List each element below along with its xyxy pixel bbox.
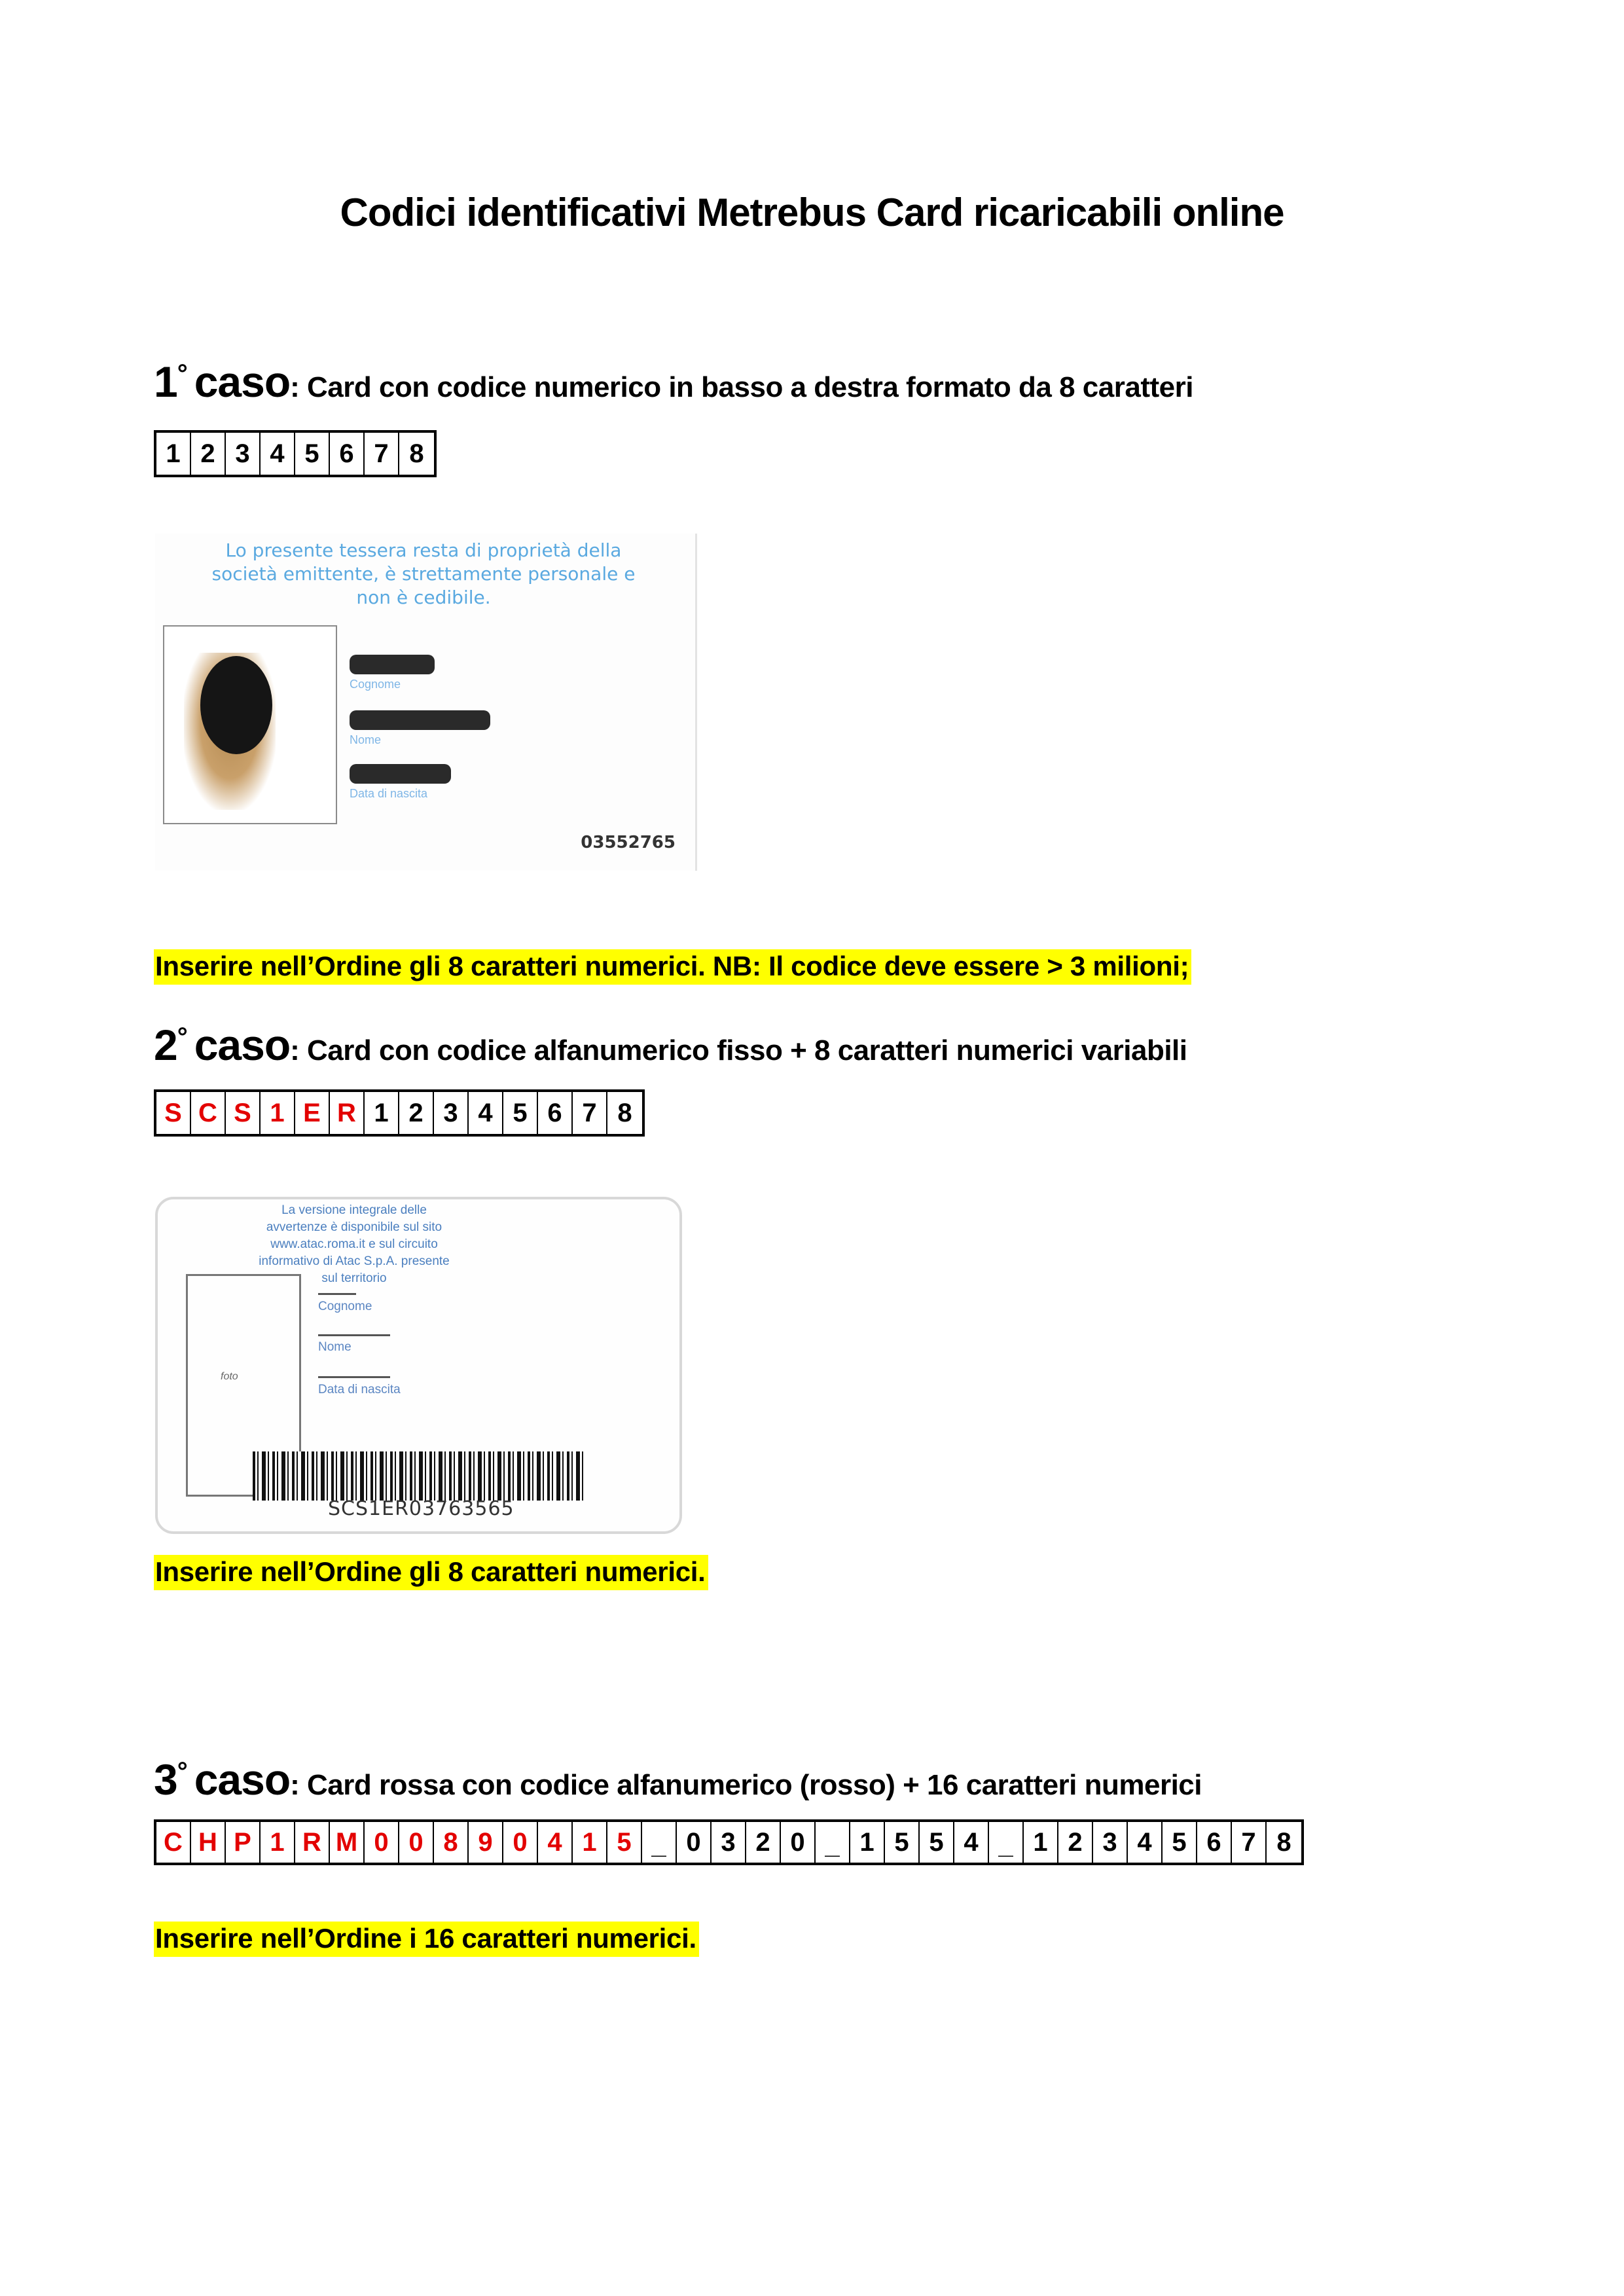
code-box: _ [989,1822,1024,1863]
case-3-number: 3 [154,1755,177,1804]
code-box: P [226,1822,261,1863]
case-1-code-boxes [154,430,437,477]
code-box: 3 [712,1822,746,1863]
card-2-barcode-text: SCS1ER03763565 [328,1497,514,1520]
case-1-description: : Card con codice numerico in basso a destra formato da 8 caratteri [290,371,1193,403]
card-2-label-surname: Cognome [318,1300,372,1313]
code-box: 2 [191,433,226,475]
code-box: 7 [573,1092,607,1134]
code-box: R [330,1092,365,1134]
code-box: H [191,1822,226,1863]
card-2-label-name: Nome [318,1340,352,1354]
case-1-label: caso [194,357,291,406]
code-box: 6 [330,433,365,475]
case-2-degree: ° [177,1023,188,1051]
code-box: 5 [503,1092,538,1134]
code-box: 8 [434,1822,469,1863]
code-box: 1 [261,1092,295,1134]
code-box: 3 [434,1092,469,1134]
code-box: 1 [156,433,191,475]
code-box: E [295,1092,330,1134]
case-1-heading [154,357,1193,407]
card-2-name-line [318,1334,390,1336]
code-box: S [226,1092,261,1134]
code-box: S [156,1092,191,1134]
case-3-heading [154,1755,1202,1804]
code-box: 2 [746,1822,781,1863]
card-1-name-redaction [350,710,490,730]
code-box: 3 [1093,1822,1128,1863]
case-3-degree: ° [177,1757,188,1786]
card-1-label-name: Nome [350,733,382,746]
code-box: 5 [885,1822,920,1863]
code-box: 6 [538,1092,573,1134]
code-box: 2 [1058,1822,1093,1863]
code-box: 4 [261,433,295,475]
case-1-number: 1 [154,357,177,406]
code-box: 1 [850,1822,885,1863]
card-2-barcode [253,1451,586,1501]
case-2-heading [154,1020,1187,1070]
code-box: 6 [1197,1822,1232,1863]
code-box: _ [642,1822,677,1863]
code-box: 4 [469,1092,503,1134]
case-2-label: caso [194,1021,291,1069]
code-box: 2 [399,1092,434,1134]
code-box: 8 [617,1098,632,1127]
case-2-description: : Card con codice alfanumerico fisso + 8 caratteri numerici variabili [290,1034,1187,1066]
case-3-instruction: Inserire nell’Ordine i 16 caratteri numerici. [154,1922,699,1957]
case-3-label: caso [194,1755,291,1804]
case-2-number: 2 [154,1021,177,1069]
card-1-image [155,534,697,871]
code-box: 1 [261,1822,295,1863]
card-2-image [155,1197,682,1534]
code-box: 5 [1163,1822,1197,1863]
card-1-label-birthdate: Data di nascita [350,787,428,800]
code-box: 0 [781,1822,816,1863]
case-1-instruction: Inserire nell’Ordine gli 8 caratteri numerici. NB: Il codice deve essere > 3 milioni; [154,949,1191,985]
code-box: 7 [365,433,399,475]
card-1-label-surname: Cognome [350,678,401,691]
card-1-code: 03552765 [581,833,676,852]
card-2-photo-label: foto [221,1371,238,1382]
card-2-birthdate-line [318,1376,390,1378]
case-1-degree: ° [177,359,188,388]
code-box: 8 [409,439,424,468]
document-title: Codici identificativi Metrebus Card ricaricabili online [340,191,1284,234]
code-box: 7 [1232,1822,1267,1863]
code-box: 4 [954,1822,989,1863]
code-box: 0 [503,1822,538,1863]
card-2-surname-line [318,1293,356,1295]
code-box: R [295,1822,330,1863]
case-3-code-boxes [154,1819,1304,1865]
code-box: 1 [1024,1822,1058,1863]
code-box: 1 [365,1092,399,1134]
card-2-notice: La versione integrale delle avvertenze è disponibile sul sito www.atac.roma.it e sul circuito informativo di Atac S.p.A. presente sul territorio [259,1203,450,1285]
card-1-birthdate-redaction [350,764,451,784]
code-box: M [330,1822,365,1863]
code-box: 4 [1128,1822,1163,1863]
case-2-code-boxes [154,1089,645,1137]
code-box: C [156,1822,191,1863]
code-box: 3 [226,433,261,475]
card-1-photo [163,625,337,824]
case-2-instruction: Inserire nell’Ordine gli 8 caratteri numerici. [154,1555,708,1590]
code-box: C [191,1092,226,1134]
card-1-photo-redaction [200,656,272,754]
card-2-label-birthdate: Data di nascita [318,1383,401,1396]
card-1-notice: Lo presente tessera resta di proprietà della società emittente, è strettamente personale e non è cedibile. [211,539,636,608]
code-box: 5 [607,1822,642,1863]
code-box: 0 [399,1822,434,1863]
code-box: 5 [920,1822,954,1863]
code-box: 0 [365,1822,399,1863]
case-3-description: : Card rossa con codice alfanumerico (rosso) + 16 caratteri numerici [290,1769,1202,1801]
card-1-surname-redaction [350,655,435,674]
code-box: 4 [538,1822,573,1863]
code-box: 0 [677,1822,712,1863]
code-box: _ [816,1822,850,1863]
code-box: 8 [1276,1827,1291,1857]
code-box: 9 [469,1822,503,1863]
code-box: 5 [295,433,330,475]
code-box: 1 [573,1822,607,1863]
